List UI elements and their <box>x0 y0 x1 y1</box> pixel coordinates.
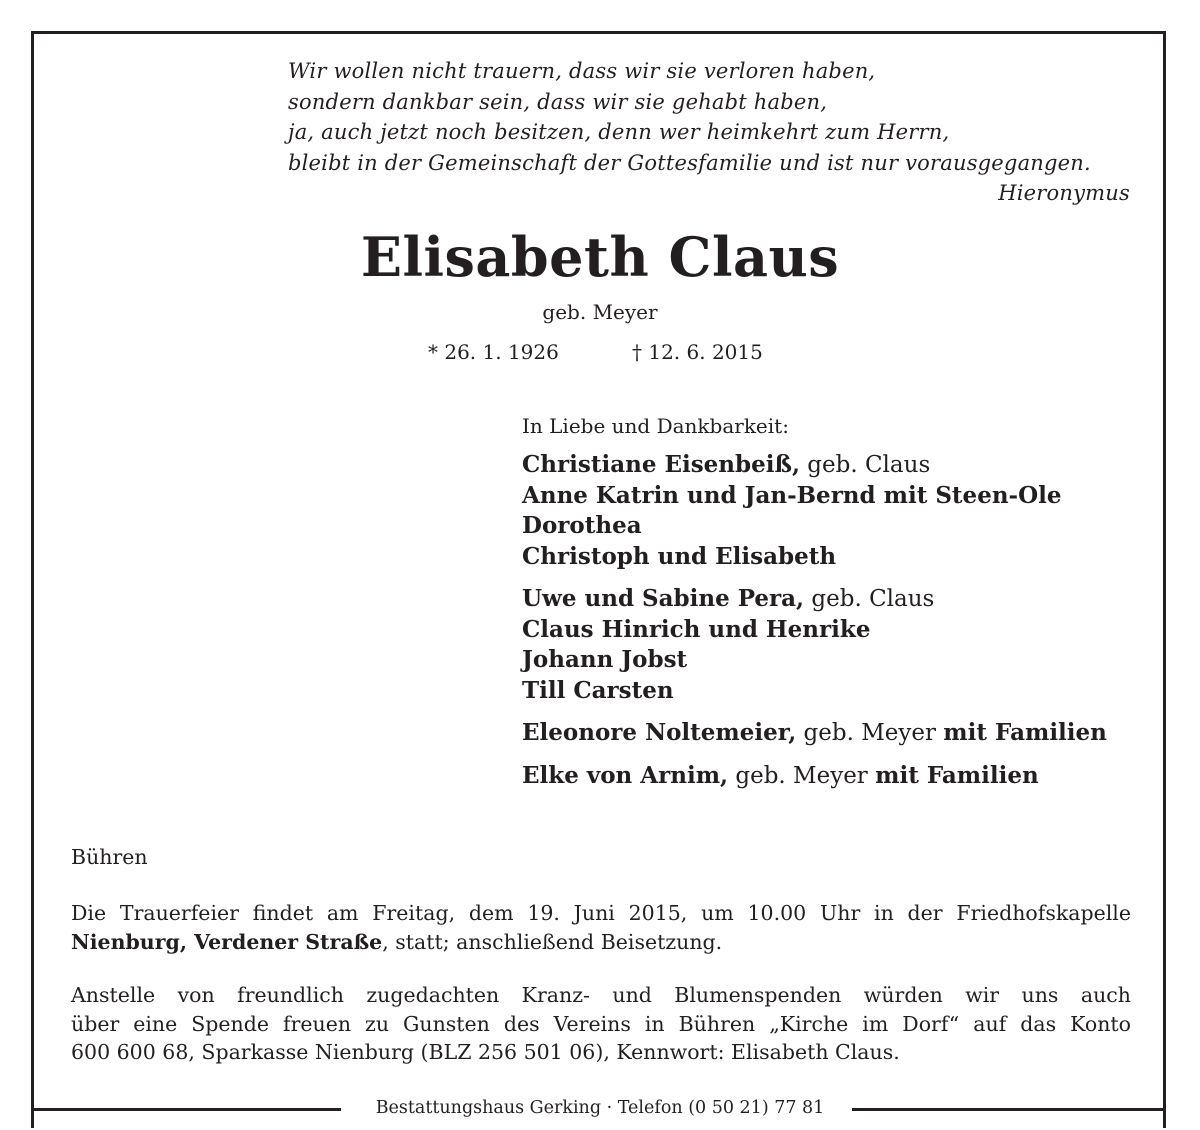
mourner-line <box>522 511 1182 542</box>
mourner-note: geb. Meyer <box>728 762 876 789</box>
ceremony-line: Die Trauerfeier findet am Freitag, dem 19. Juni 2015, um 10.00 Uhr in der Friedhofskapelle <box>71 901 1131 925</box>
deceased-name: Elisabeth Claus <box>360 225 840 289</box>
mourner-name: Christoph und Elisabeth <box>522 542 837 570</box>
mourner-line <box>522 645 1182 676</box>
mourner-name: Anne Katrin und Jan-Bernd mit Steen-Ole <box>522 481 1062 509</box>
mourners-list <box>522 412 1182 803</box>
mourner-note: geb. Claus <box>799 452 931 478</box>
mourner-line <box>522 761 1182 792</box>
mourner-name: Johann Jobst <box>522 646 688 673</box>
mourner-note: geb. Claus <box>804 586 935 612</box>
quote-line: bleibt in der Gemeinschaft der Gottesfamilie und ist nur vorausgegangen. <box>288 150 1091 175</box>
mourners-intro: In Liebe und Dankbarkeit: <box>522 414 789 438</box>
death-date: † 12. 6. 2015 <box>632 340 763 364</box>
mourner-note: geb. Meyer <box>796 720 944 746</box>
mourner-group <box>522 450 1182 572</box>
ceremony-line <box>71 928 1131 957</box>
ceremony-location: Nienburg, Verdener Straße <box>71 929 383 954</box>
mourner-line <box>522 676 1182 707</box>
birth-date: * 26. 1. 1926 <box>428 340 559 364</box>
memorial-quote <box>288 56 1130 209</box>
donation-line: Anstelle von freundlich zugedachten Kranz- und Blumenspenden würden wir uns auch <box>71 983 1131 1007</box>
place-name: Bühren <box>71 845 148 869</box>
mourner-line <box>522 584 1182 615</box>
mourner-line <box>522 450 1182 481</box>
ceremony-detail: , statt; anschließend Beisetzung. <box>382 929 723 954</box>
maiden-name: geb. Meyer <box>542 300 658 324</box>
funeral-home-footer <box>0 1096 1200 1120</box>
mourner-line <box>522 718 1182 749</box>
donation-line: 600 600 68, Sparkasse Nienburg (BLZ 256 501 06), Kennwort: Elisabeth Claus. <box>71 1040 900 1064</box>
mourner-suffix: mit Familien <box>943 719 1107 746</box>
mourner-group <box>522 584 1182 706</box>
mourner-line <box>522 542 1182 573</box>
donation-info <box>71 981 1131 1067</box>
quote-line: sondern dankbar sein, dass wir sie gehabt haben, <box>288 89 828 114</box>
mourner-name: Eleonore Noltemeier, <box>522 719 797 746</box>
mourner-name: Christiane Eisenbeiß, <box>522 451 800 478</box>
mourner-name: Claus Hinrich und Henrike <box>522 615 871 643</box>
mourner-name: Uwe und Sabine Pera, <box>522 585 805 612</box>
mourner-line <box>522 481 1182 512</box>
quote-line: Wir wollen nicht trauern, dass wir sie verloren haben, <box>288 59 876 83</box>
funeral-home-contact: Bestattungshaus Gerking · Telefon (0 50 21) 77 81 <box>368 1098 833 1118</box>
quote-author: Hieronymus <box>998 181 1130 205</box>
mourner-name: Elke von Arnim, <box>522 761 729 789</box>
mourner-name: Dorothea <box>522 512 642 539</box>
ceremony-info <box>71 899 1131 956</box>
donation-line: über eine Spende freuen zu Gunsten des Vereins in Bühren „Kirche im Dorf“ auf das Konto <box>71 1011 1131 1036</box>
quote-line: ja, auch jetzt noch besitzen, denn wer heimkehrt zum Herrn, <box>288 120 950 144</box>
mourner-line <box>522 615 1182 646</box>
mourner-name: Till Carsten <box>522 676 674 704</box>
mourner-suffix: mit Familien <box>875 761 1039 789</box>
